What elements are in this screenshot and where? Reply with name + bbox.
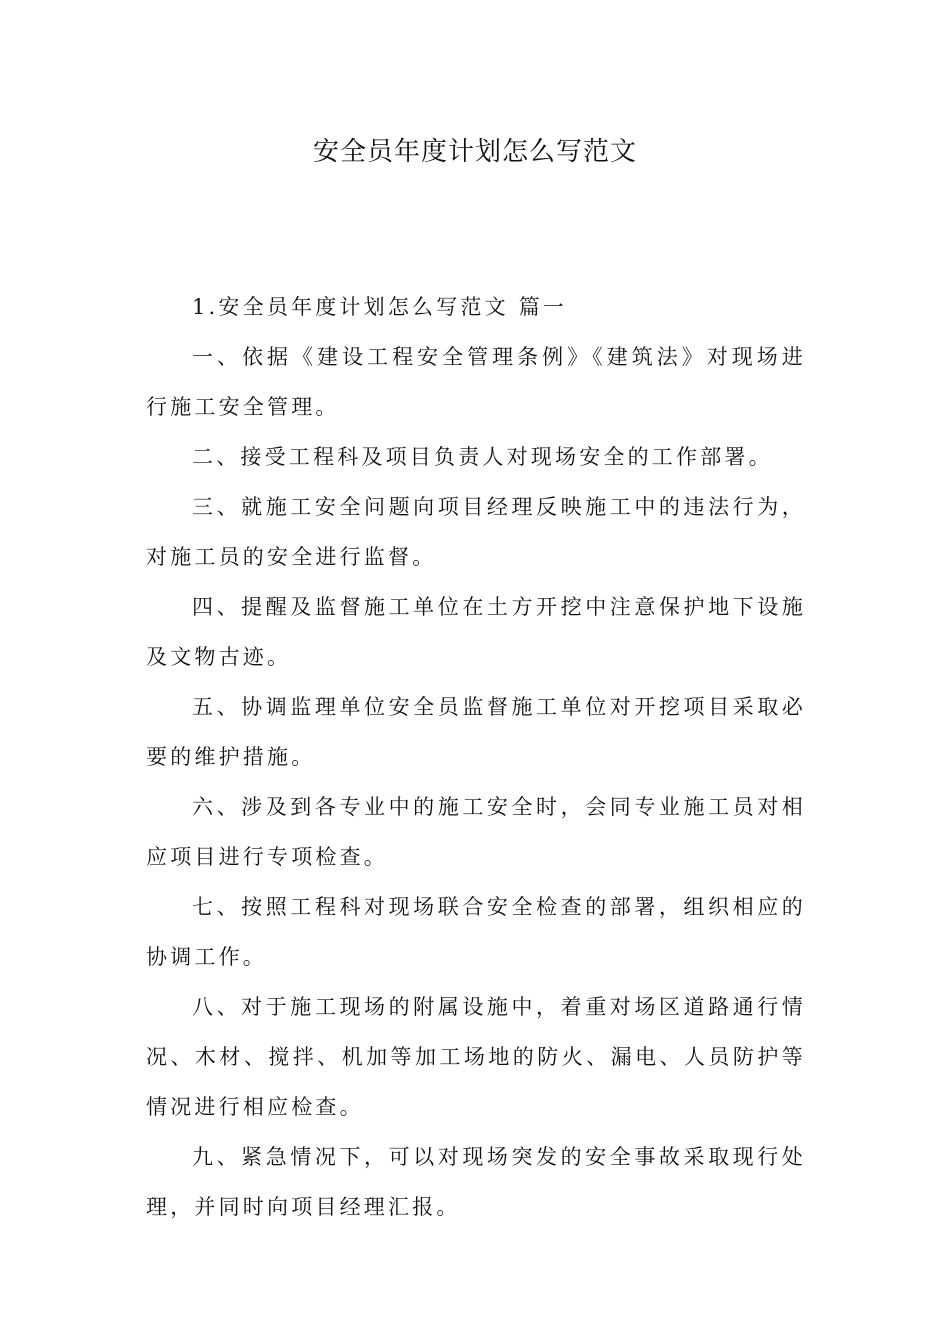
paragraph-item-5: 五、协调监理单位安全员监督施工单位对开挖项目采取必要的维护措施。 bbox=[146, 695, 806, 769]
paragraph-item-2: 二、接受工程科及项目负责人对现场安全的工作部署。 bbox=[192, 445, 773, 469]
paragraph-heading: 1.安全员年度计划怎么写范文 篇一 bbox=[192, 295, 568, 319]
paragraph-item-3: 三、就施工安全问题向项目经理反映施工中的违法行为，对施工员的安全进行监督。 bbox=[146, 495, 806, 569]
paragraph-item-6: 六、涉及到各专业中的施工安全时，会同专业施工员对相应项目进行专项检查。 bbox=[146, 795, 806, 869]
paragraph-item-1: 一、依据《建设工程安全管理条例》《建筑法》对现场进行施工安全管理。 bbox=[146, 345, 806, 419]
document-title: 安全员年度计划怎么写范文 bbox=[312, 137, 637, 167]
paragraph-item-7: 七、按照工程科对现场联合安全检查的部署，组织相应的协调工作。 bbox=[146, 895, 806, 969]
paragraph-item-9: 九、紧急情况下，可以对现场突发的安全事故采取现行处理，并同时向项目经理汇报。 bbox=[146, 1145, 806, 1219]
document-body bbox=[146, 282, 806, 1232]
paragraph-item-8: 八、对于施工现场的附属设施中，着重对场区道路通行情况、木材、搅拌、机加等加工场地的防火、漏电、人员防护等情况进行相应检查。 bbox=[146, 995, 806, 1119]
paragraph-item-4: 四、提醒及监督施工单位在土方开挖中注意保护地下设施及文物古迹。 bbox=[146, 595, 806, 669]
